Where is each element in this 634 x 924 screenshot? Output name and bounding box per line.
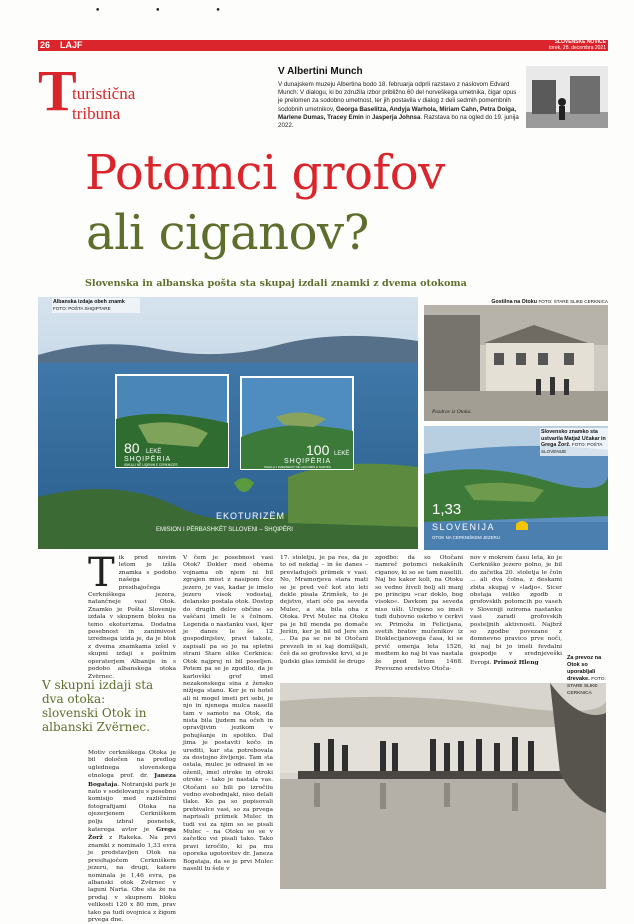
headline-line1: Potomci grofov [85, 145, 445, 201]
munch-exhibition-photo [526, 66, 608, 128]
sheet-title: EKOTURIZËM [216, 511, 286, 521]
stamp-left-value: 80 [124, 440, 140, 456]
inn-old-photo [424, 305, 608, 421]
rubric-logo-line2: tribuna [72, 104, 121, 123]
paper-masthead [520, 39, 606, 51]
page-number: 26 [40, 40, 51, 50]
kicker-title: V Albertini Munch [278, 66, 363, 77]
headline-subtitle: Slovenska in albanska pošta sta skupaj izdali znamki z dvema otokoma [85, 278, 467, 289]
stamp-right-unit: LEKË [334, 451, 350, 457]
article-column-1a: Tik pred novim letom je izšla znamka s podobo našega presihajočega Cerkniškega jezera, natančneje vasi Otok. Znamko je Pošta Slovenije izdala v skupnem bloku na temo ekoturizma. Dodatna posebnost in zanimivost izrednega izida je, da je blok z dvema znamkama izšel v skupni izdaji s poštnim operaterjem Albanije in s podobo albanskega otoka Zvërnec. [88, 550, 176, 680]
inn-sign: Pozdrav iz Otoka. [432, 409, 472, 415]
article-column-5: nov v mokrem času leta, ko je Cerkniško jezero polno, je bil do začetka 20. stoletja le čoln ... ali dva čolna, z deskami zbita skupaj v »ladjo«. Sicer obstaja veliko zgodb o grofovskih potomcih po vaseh v Sloveniji oziroma nastanku vasi zaradi grofovskih posteljnih aktivnosti. Najbrž so zgodbe povezane z domnevno pravico prve noči, ki naj bi jo imeli fevdalni gospodje v srednjeveški Evropi. Primož Hleng [470, 555, 562, 666]
stamp-right-value: 100 [306, 442, 330, 458]
rubric-logo-line1: turistična [72, 84, 136, 103]
paper-date: torek, 28. decembra 2021 [549, 45, 606, 51]
article-column-4: zgodbo: da so Otočani namreč potomci nekakšnih ciganov, ki so se tam naselili. Naj bo kakor koli, na Otoku so vedno živeli bolj ali manj po principu »car doklo, bog visoko«. Davkom pa seveda niso ušli. Urejeno so imeli tudi duhovno oskrbo v cerkvi sv. Primoža in Felicijana, svetih bratov mučenikov iz Dioklecijanovega časa, ki se prvič omenja leta 1526, medtem ko naj bi vas nastala že pred letom 1468. Prevozno sredstvo Otoča- [375, 555, 463, 673]
paper-name: SLOVENSKE NOVICE [554, 39, 606, 45]
section-name: LAJF [60, 40, 83, 50]
main-photo-caption: Albanska izdaja obeh znamk FOTO: POŠTA SHQIPTARE [52, 298, 140, 313]
dropcap: T [88, 550, 115, 596]
stamp-right-country: SHQIPËRIA [284, 458, 332, 465]
article-column-1b: Motiv cerkniškega Otoka je bil določen na predlog uglednega slovenskega etnologa prof. dr. Janeza Bogataja. Notranjski park je nato v sodelovanju s posebno komisijo med različnimi fotografijami Otoka na ojezerjenem Cerkniškem polju izbral posnetek, katerega avtor je Grega Žorž z Rakeka. Na prvi znamki z nominalo 1,33 evra je predstavljen Otok na presihajočem Cerkniškem jezeru, na drugi, katere nominala je 1,46 evra, pa albanski otok Zvërnec v laguni Narta. Obe sta že na prodaj v skupnem bloku velikosti 120 x 80 mm, prav tako pa tudi ovojnica z žigom prvega dne. [88, 750, 176, 923]
pullquote: V skupni izdaji sta dva otoka: slovenski Otok in albanski Zvërnec. [42, 678, 154, 734]
article-column-2: V čem je posebnost vasi Otok? Dokler med obema vojnama ob njem ni bil zgrajen most z nasipom čez jezero, je vas, kadar je imelo jezero visok vodostaj, delansko postala otok. Dostop do drugih delov občine so vaščani imeli le s čolnom. Legenda o nastanku vasi, kjer je danes le še 12 gospodinjstev, pravi takole, zapisali pa so jo na spletni strani Stare slike Cerknica: Otok najprej ni bil poseljen. Potem pa se je zgodilo, da je karlovški grof imel nezakonskega sina z žensko nižjega stanu. Ker je ni hotel ali ni mogel imeti pri sebi, je njo in njenega mulca naselil tam v samoto na Otok, da nista bila ljudem na očeh in opravljivim jezikom v pohujšanje in spotiko. Dal jima je postaviti kočo in urediti, kar sta potrebovala za dostojno življenje. Tam sta ostala, mulec je odrasel in se oženil, imel otroke in otroki otroke – tako je nastala vas. Otočani so bili po izročilu vedno svobodnjaki, niso delali tlake. Ko pa so popisovali prebivalce vasi, so za prvega naprisali priimek Mulec in tudi vsi za njim so se pisali Mulec – na Otoku so se v začetku vsi pisali tako. Tako pravi izročilo, ki pa mu oporeka ugotovitev dr. Janeza Bogataja, da se je prvi Mulec naselil tu šele v [183, 555, 273, 873]
inn-photo-caption: Gostilna na Otoku FOTO: STARE SLIKE CERKNICA [491, 299, 608, 305]
stamp-left-subtitle: ISHULLI NË LIQENIN E CERKNICËS [124, 463, 178, 467]
top-dots: • • • [95, 6, 247, 16]
author-name: Primož Hleng [493, 658, 539, 666]
slo-stamp-value: 1,33 [432, 501, 462, 518]
slo-stamp-subtitle: OTOK NA CERKNIŠKEM JEZERU [432, 535, 500, 540]
article-column-3: 17. stoletju, je pa res, da je to od nekdaj – in še danes – prevladujoči priimek v vasi. No, Mramorjeva stara mati se je pred več kot sto leti dekle pisala Zrimšek, to je dejstvo, stari oče pa seveda Mulec, a sta bila oba z Otoka. Prvi Mulec na Otoku pa je bil menda po domače Jeršin, ker je bil od Jere sin ... Da pa se ne bi Otočani prevzeli in si kaj domišljali, češ da so grofovske krvi, si je ljudski glas izmislil še drugo [280, 555, 368, 665]
stamp-left-unit: LEKË [146, 449, 162, 455]
headline-line2: ali ciganov? [86, 205, 369, 261]
sheet-subtitle: EMISION I PËRBASHKËT SLLOVENI – SHQIPËRI [156, 527, 293, 533]
rubric-logo-letter: T [38, 58, 77, 123]
slo-stamp-caption: Slovensko znamko sta ustvarila Matjaž Učakar in Grega Žorž. FOTO: POŠTA SLOVENIJE [540, 428, 608, 456]
albanian-stamp-sheet-photo [38, 297, 418, 549]
boat-photo-caption: Za prevoz na Otok so uporabljali drevake. FOTO: STARE SLIKE CERKNICA [567, 655, 606, 696]
kicker-text: V dunajskem muzeju Albertina bodo 18. februarja odprli razstavo z naslovom Edvard Munch: V dialogu, ki bo združila izbor približno 60 del norveškega umetnika, čigar opus je prelomen za sodobno umetnost, ter jih postavila v dialog z deli sedmih pomembnih sodobnih umetnikov, Georga Baselitza, Andyja Warhola, Miriam Cahn, Petra Doiga, Marlene Dumas, Tracey Emin in Jasperja Johnsa. Razstava bo na ogled do 19. junija 2022. [278, 81, 519, 130]
stamp-right-subtitle: ISHULLI I ZVERNECIT NË LAGUNËN E NARTËS [264, 465, 331, 469]
slo-stamp-country: SLOVENIJA [432, 522, 496, 532]
dugout-boats-old-photo [280, 683, 606, 889]
stamp-left-country: SHQIPËRIA [124, 456, 172, 463]
